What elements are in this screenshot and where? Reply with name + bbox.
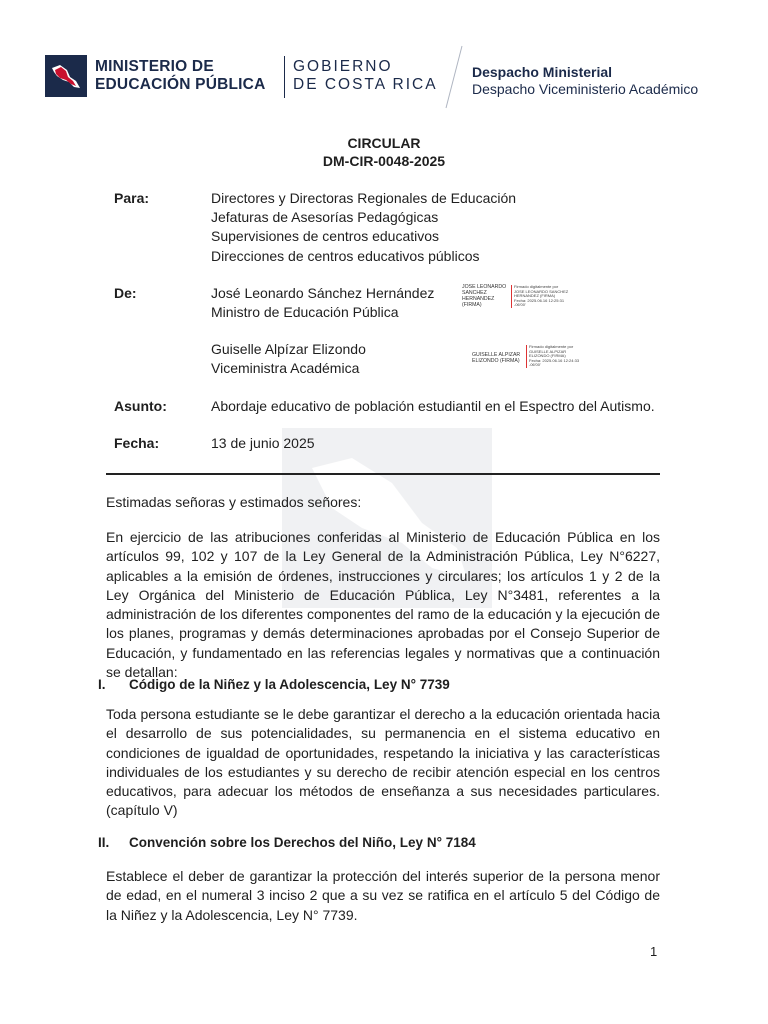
recipients-list bbox=[211, 189, 516, 266]
recipient-item: Jefaturas de Asesorías Pedagógicas bbox=[211, 209, 439, 226]
sig-line: Fecha: 2025.06.16 12:25:31 bbox=[514, 297, 565, 303]
para-label: Para: bbox=[114, 190, 150, 206]
asunto-label: Asunto: bbox=[114, 398, 167, 414]
recipient-item: Supervisiones de centros educativos bbox=[211, 228, 440, 245]
fecha-value: 13 de junio 2025 bbox=[211, 435, 315, 451]
document-type: CIRCULAR bbox=[347, 135, 421, 151]
header-separator bbox=[106, 473, 660, 475]
sig-line: JOSE LEONARDO bbox=[462, 284, 507, 290]
sig-line: HERNANDEZ bbox=[462, 296, 495, 302]
sig-line: ELIZONDO (FIRMA) bbox=[472, 358, 520, 364]
office-viceministry: Despacho Viceministerio Académico bbox=[472, 81, 699, 97]
greeting: Estimadas señoras y estimados señores: bbox=[106, 494, 362, 510]
sig-line: HERNANDEZ (FIRMA) bbox=[514, 293, 556, 299]
signature2-digital bbox=[526, 345, 579, 368]
de-label: De: bbox=[114, 285, 137, 301]
section2-title: Convención sobre los Derechos del Niño, Ley N° 7184 bbox=[129, 835, 476, 850]
ministry-logo-icon bbox=[45, 55, 87, 97]
sender1-name: José Leonardo Sánchez Hernández bbox=[211, 285, 435, 301]
sig-line: -06'00' bbox=[514, 302, 526, 308]
section1-title: Código de la Niñez y la Adolescencia, Ley N° 7739 bbox=[129, 677, 450, 692]
ministry-name-line2: EDUCACIÓN PÚBLICA bbox=[95, 76, 266, 93]
sig-line: Firmado digitalmente por bbox=[529, 344, 574, 349]
office-ministerial: Despacho Ministerial bbox=[472, 64, 613, 80]
section2-number: II. bbox=[98, 835, 110, 850]
signature2-name bbox=[472, 352, 520, 364]
document-code: DM-CIR-0048-2025 bbox=[322, 153, 446, 169]
sig-line: GUISELLE ALPIZAR bbox=[529, 348, 567, 354]
signature1-digital bbox=[511, 285, 568, 308]
intro-paragraph: En ejercicio de las atribuciones conferidas al Ministerio de Educación Pública en los artículos 99, 102 y 107 de la Ley General de la Administración Pública, Ley N°6227, aplicables a la emisión de órdenes, instrucciones y circulares; los artículos 1 y 2 de la Ley Orgánica del Ministerio de Educación Pública, Ley N°3481, referentes a la administración de los diferentes componentes del ramo de la educación y la ejecución de los planes, programas y demás determinaciones aprobadas por el Consejo Superior de Educación, y fundamentado en las referencias legales y normativas que a continuación se detallan: bbox=[106, 529, 660, 681]
page-number: 1 bbox=[650, 944, 658, 959]
fecha-label: Fecha: bbox=[114, 435, 160, 451]
government-name-line2: DE COSTA RICA bbox=[293, 76, 438, 93]
header-divider bbox=[284, 56, 285, 98]
ministry-name bbox=[95, 58, 265, 94]
sig-line: JOSE LEONARDO SANCHEZ bbox=[514, 288, 569, 294]
section1-number: I. bbox=[98, 677, 106, 692]
government-name-line1: GOBIERNO bbox=[293, 58, 393, 75]
sig-line: -06'00' bbox=[529, 362, 541, 368]
sender1 bbox=[211, 284, 434, 322]
signature1-name bbox=[462, 284, 506, 308]
section1-text: Toda persona estudiante se le debe garantizar el derecho a la educación orientada hacia el desarrollo de sus potencialidades, su permanencia en el sistema educativo en condiciones de igualdad de oportunidades, respetando la iniciativa y las características individuales de los estudiantes y su derecho de recibir atención especial en los centros educativos, para adecuar los métodos de enseñanza a sus necesidades particulares. (capítulo V) bbox=[106, 706, 660, 819]
recipient-item: Directores y Directoras Regionales de Educación bbox=[211, 190, 517, 206]
sig-line: GUISELLE ALPIZAR bbox=[472, 352, 521, 358]
header-slash-divider bbox=[440, 44, 468, 110]
sender2-role: Viceministra Académica bbox=[211, 360, 360, 377]
sender2 bbox=[211, 340, 366, 378]
ministry-name-line1: MINISTERIO DE bbox=[95, 58, 214, 75]
government-name bbox=[293, 58, 438, 94]
sig-line: (FIRMA) bbox=[462, 302, 482, 308]
recipient-item: Direcciones de centros educativos públicos bbox=[211, 247, 480, 264]
section2-text: Establece el deber de garantizar la protección del interés superior de la persona menor de edad, en el numeral 3 inciso 2 que a su vez se ratifica en el artículo 5 del Código de la Niñez y la Adolescencia, Ley N° 7739. bbox=[106, 868, 660, 923]
sig-line: SANCHEZ bbox=[462, 290, 487, 296]
sig-line: Firmado digitalmente por bbox=[514, 284, 559, 289]
asunto-value: Abordaje educativo de población estudiantil en el Espectro del Autismo. bbox=[211, 398, 655, 414]
sig-line: ELIZONDO (FIRMA) bbox=[529, 353, 566, 359]
sender2-name: Guiselle Alpízar Elizondo bbox=[211, 341, 366, 357]
sig-line: Fecha: 2025.06.16 12:24:33 bbox=[529, 357, 580, 363]
sender1-role: Ministro de Educación Pública bbox=[211, 304, 399, 321]
